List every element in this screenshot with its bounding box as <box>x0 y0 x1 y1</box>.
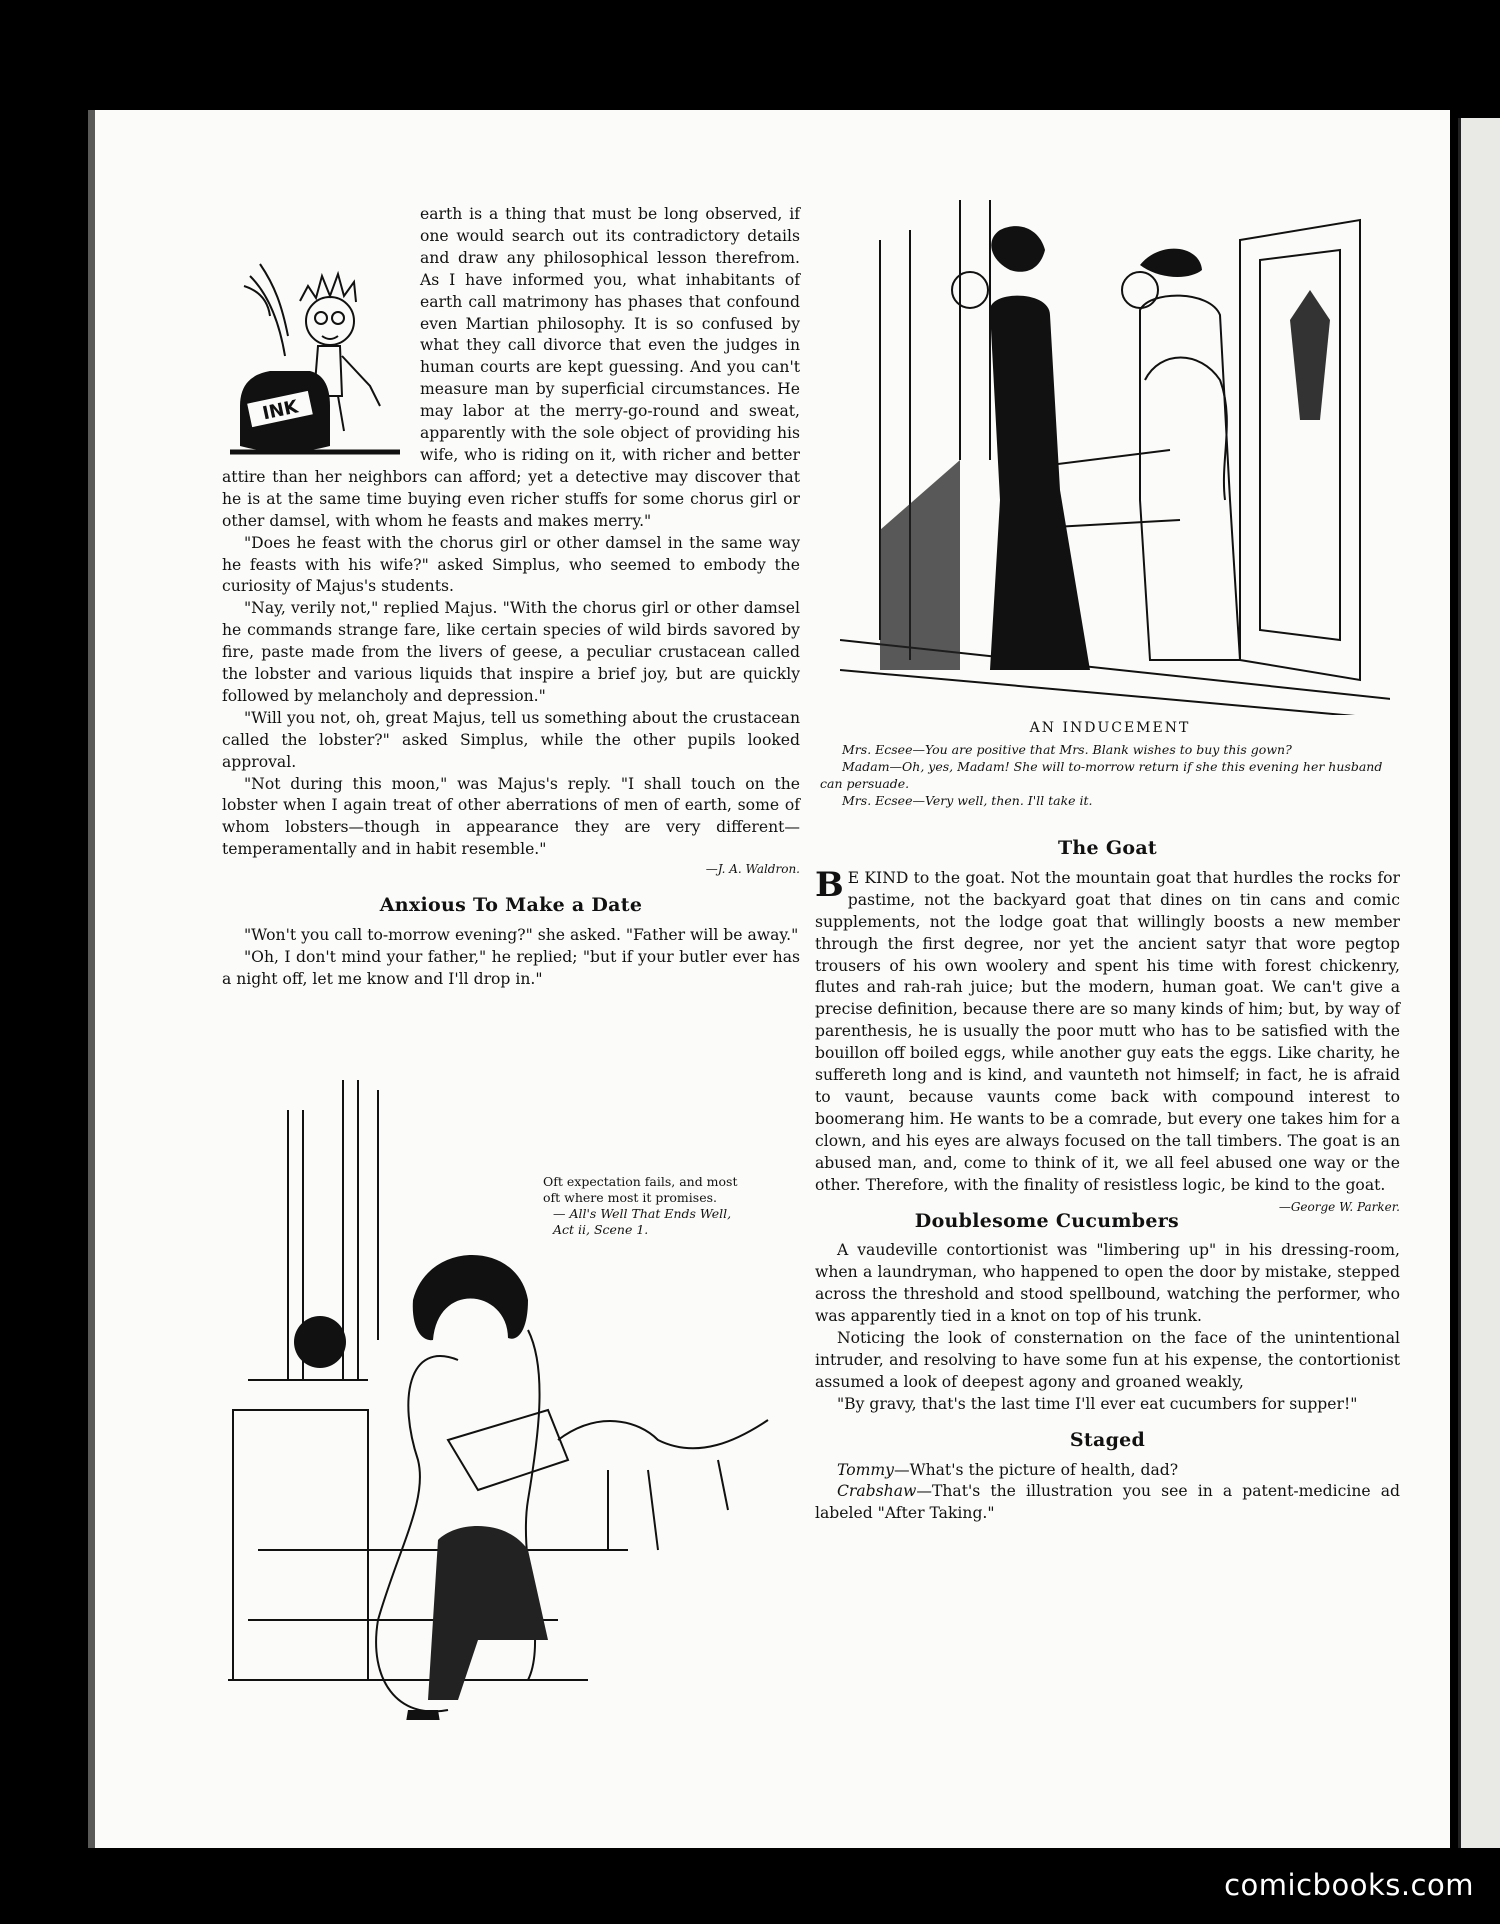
author-signature: —George W. Parker. <box>1278 1199 1400 1214</box>
quote-source: — All's Well That Ends Well, Act ii, Scene 1. <box>553 1206 732 1237</box>
paragraph: "Nay, verily not," replied Majus. "With the chorus girl or other damsel he commands strange fare, like certain species of wild birds savored by fire, paste made from the livers of geese, a peculiar crustacean called the lobster and various liquids that inspire a brief joy, but are quickly followed by melancholy and depression." <box>222 599 800 705</box>
caption-title: AN INDUCEMENT <box>1029 720 1191 736</box>
goat-text: E KIND to the goat. Not the mountain goat that hurdles the rocks for pastime, not the backyard goat that dines on tin cans and comic supplements, not the lodge goat that willingly boosts a new member through the first degree, nor yet the ancient satyr that wore pegtop trousers of his own woolery and spent his time with forest chickenry, flutes and rah-rah juice; but the modern, human goat. We can't give a precise definition, because there are so many kinds of him; but, by way of parenthesis, he is usually the poor mutt who has to be satisfied with the bouillon off boiled eggs, while another guy eats the eggs. Like charity, he suffereth long and is kind, and vaunteth not himself; in fact, he is afraid to vaunt, because vaunts come back with compound interest to boomerang him. He wants to be a comrade, but every one takes him for a clown, and his eyes are always focused on the tall timbers. The goat is an abused man, and, come to think of it, we all feel abused one way or the other. Therefore, with the finality of resistless logic, be kind to the goat. <box>815 868 1400 1194</box>
paragraph: Noticing the look of consternation on the face of the unintentional intruder, and resolving to have some fun at his expense, the contortionist assumed a look of deepest agony and groaned weakly, <box>815 1329 1400 1391</box>
author-signature: —J. A. Waldron. <box>705 862 800 877</box>
quote-text: Oft expectation fails, and most oft where most it promises. <box>543 1174 738 1205</box>
article-heading: The Goat <box>1057 837 1158 859</box>
paragraph: "Does he feast with the chorus girl or other damsel in the same way he feasts with his wife?" asked Simplus, who seemed to embody the curiosity of Majus's students. <box>222 533 800 596</box>
dialogue-line <box>815 1460 1400 1482</box>
left-column <box>222 204 800 991</box>
shakespeare-quote <box>543 1174 738 1238</box>
caption-line: Mrs. Ecsee—You are positive that Mrs. Blank wishes to buy this gown? <box>842 742 1292 757</box>
dialogue-text: —What's the picture of health, dad? <box>893 1460 1179 1479</box>
site-watermark: comicbooks.com <box>1224 1868 1474 1902</box>
ink-label: INK <box>260 396 300 425</box>
speaker-name: Tommy <box>837 1460 894 1479</box>
caption-line: Mrs. Ecsee—Very well, then. I'll take it. <box>842 793 1093 808</box>
paragraph: "Will you not, oh, great Majus, tell us something about the crustacean called the lobster?" asked Simplus, while the other pupils looked approval. <box>222 708 800 771</box>
article-heading: Doublesome Cucumbers <box>914 1209 1180 1232</box>
dialogue-line <box>815 1481 1400 1525</box>
paragraph: "By gravy, that's the last time I'll ever eat cucumbers for supper!" <box>837 1394 1358 1413</box>
opening-paragraph: earth is a thing that must be long observed, if one would search out its contradictory details and draw any philosophical lesson therefrom. As I have informed you, what inhabitants of earth call matrimony has phases that confound even Martian philosophy. It is so confused by what they call divorce that even the judges in human courts are kept guessing. And you can't measure man by superficial circumstances. He may labor at the merry-go-round and sweat, apparently with the sole object of providing his wife, who is riding on it, with richer and better attire than her neighbors can afford; yet a detective may discover that he is at the same time buying even richer stuffs for some chorus girl or other damsel, with whom he feasts and makes merry." <box>222 205 800 530</box>
paragraph: "Oh, I don't mind your father," he replied; "but if your butler ever has a night off, let me know and I'll drop in." <box>222 947 800 988</box>
paragraph: "Not during this moon," was Majus's reply. "I shall touch on the lobster when I again treat of other aberrations of men of earth, some of whom lobsters—though in appearance they are very different—temperamentally and in habit resemble." <box>222 774 800 859</box>
speaker-name: Crabshaw <box>837 1482 917 1501</box>
ink-bottle-imp-illustration <box>230 246 408 461</box>
article-heading: Anxious To Make a Date <box>379 894 643 917</box>
paragraph: "Won't you call to-morrow evening?" she asked. "Father will be away." <box>244 926 799 944</box>
next-page-edge <box>1458 118 1500 1848</box>
drop-cap: B <box>815 864 844 905</box>
article-heading: Staged <box>1069 1428 1146 1451</box>
an-inducement-illustration <box>840 200 1390 715</box>
illustration-caption <box>820 720 1400 809</box>
dialogue-text: —That's the illustration you see in a patent-medicine ad labeled "After Taking." <box>815 1482 1400 1523</box>
caption-line: Madam—Oh, yes, Madam! She will to-morrow return if she this evening her husband can persuade. <box>820 759 1383 791</box>
right-column <box>815 838 1400 1525</box>
paragraph: A vaudeville contortionist was "limbering up" in his dressing-room, when a laundryman, who happened to open the door by mistake, stepped across the threshold and stood spellbound, watching the performer, who was apparently tied in a knot on top of his trunk. <box>815 1241 1400 1326</box>
